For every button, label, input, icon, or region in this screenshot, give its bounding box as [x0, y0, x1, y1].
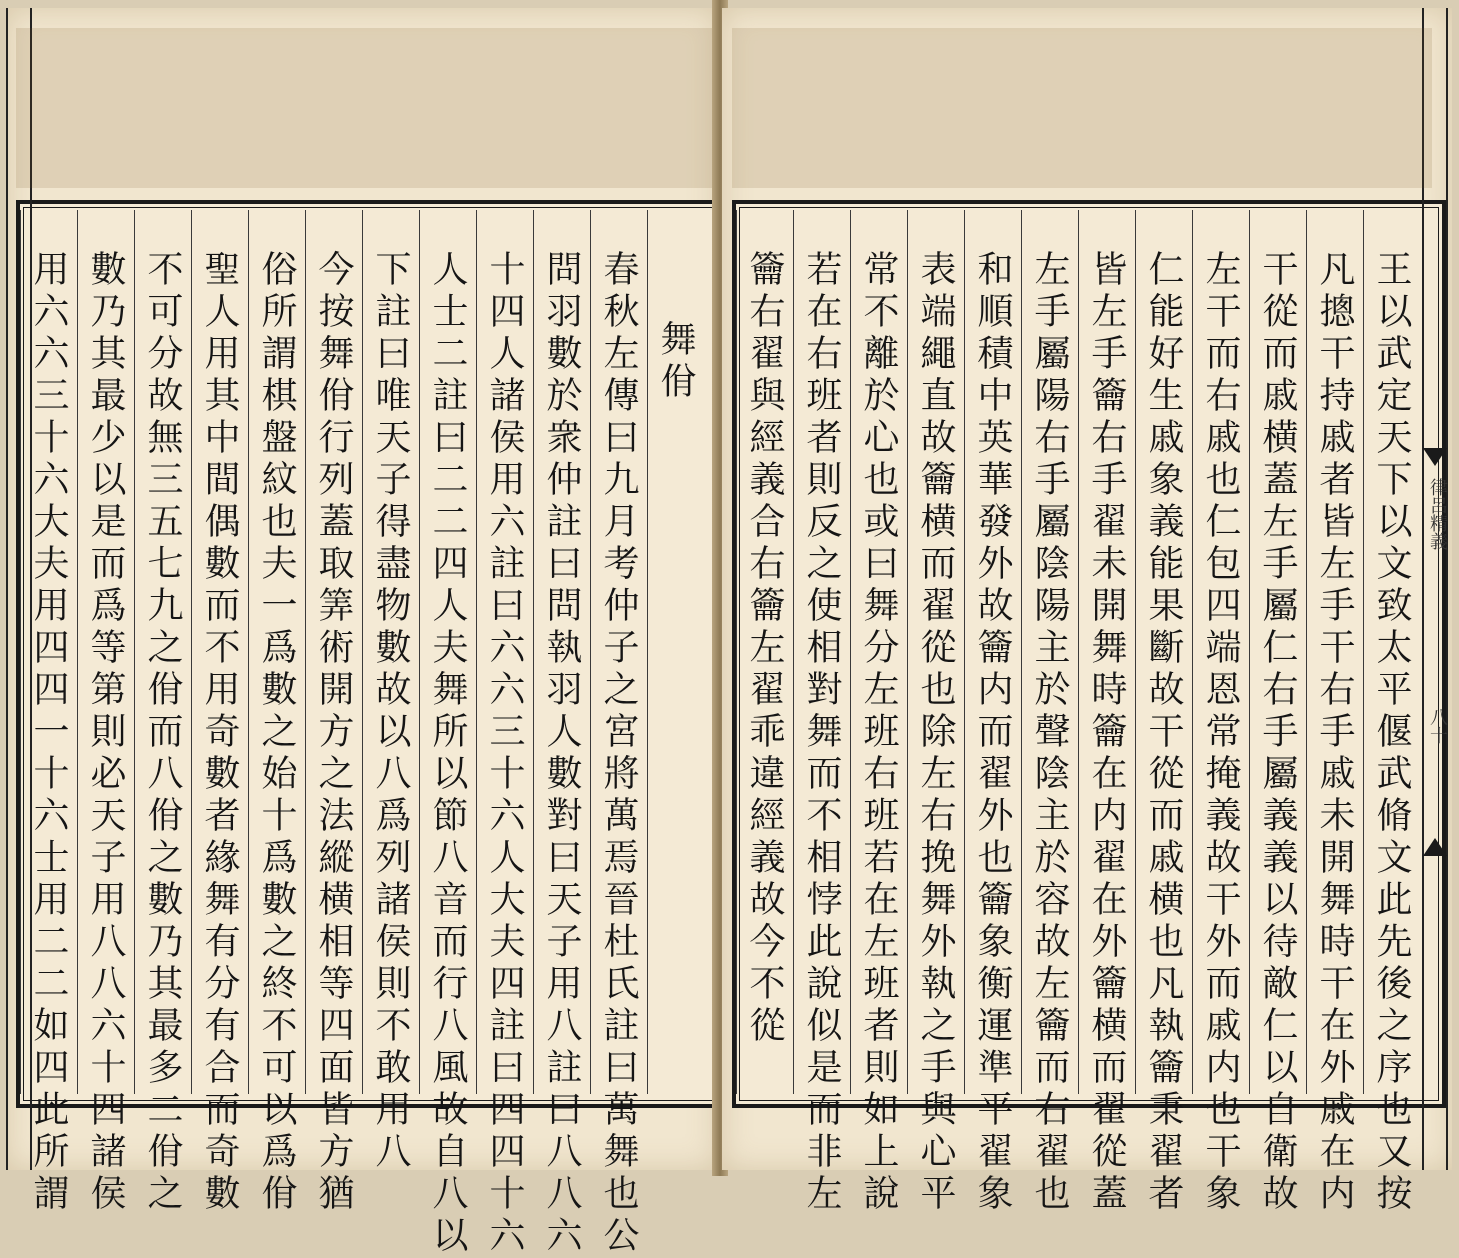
- text-column: 干從而戚横蓋左手屬仁右手屬義義以待敵仁以自衛故: [1249, 210, 1305, 1094]
- text-column: 十四人諸侯用六註曰六六三十六人大夫四註曰四四十六: [476, 210, 532, 1094]
- text-column: 籥右翟與經義合右籥左翟乖違經義故今不從: [736, 210, 792, 1094]
- paper-stain: [732, 28, 1432, 188]
- right-page: [722, 8, 1452, 1216]
- text-column: 下註曰唯天子得盡物數故以八爲列諸侯則不敢用八: [362, 210, 418, 1094]
- text-column: 皆左手籥右手翟未開舞時籥在内翟在外籥横而翟從蓋: [1078, 210, 1134, 1094]
- left-text-frame: [16, 200, 722, 1258]
- right-text-frame: [732, 200, 1446, 1216]
- text-column: 用六六三十六大夫用四四一十六士用二二如四此所謂: [20, 210, 76, 1094]
- text-column: 表端繩直故籥横而翟從也除左右挽舞外執之手與心平: [907, 210, 963, 1094]
- text-column: 常不離於心也或曰舞分左班右班若在左班者則如上說: [850, 210, 906, 1094]
- text-column: 仁能好生戚象義能果斷故干從而戚横也凡執籥秉翟者: [1135, 210, 1191, 1094]
- banxin-title: 律呂精義: [1427, 478, 1448, 550]
- fish-tail-ornament: [1423, 838, 1447, 856]
- left-page: [6, 8, 718, 1258]
- text-column: 聖人用其中間偶數而不用奇數者緣舞有分有合而奇數: [191, 210, 247, 1094]
- section-heading: 舞佾: [647, 210, 703, 1094]
- text-column: 問羽數於衆仲註曰問執羽人數對曰天子用八註曰八八六: [533, 210, 589, 1094]
- paper-stain: [16, 28, 716, 188]
- text-column: 左手屬陽右手屬陰陽主於聲陰主於容故左籥而右翟也: [1021, 210, 1077, 1094]
- text-column: 今按舞佾行列蓋取筭術開方之法縱横相等四面皆方猶: [305, 210, 361, 1094]
- text-column: 數乃其最少以是而爲等第則必天子用八八六十四諸侯: [77, 210, 133, 1094]
- text-column: 和順積中英華發外故籥内而翟外也籥象衡運準平翟象: [964, 210, 1020, 1094]
- text-column: 不可分故無三五七九之佾而八佾之數乃其最多二佾之: [134, 210, 190, 1094]
- text-column: 凡摠干持戚者皆左手干右手戚未開舞時干在外戚在内: [1306, 210, 1362, 1094]
- text-column: 人士二註曰二二四人夫舞所以節八音而行八風故自八以: [419, 210, 475, 1094]
- text-column: 俗所謂棋盤紋也夫一爲數之始十爲數之終不可以爲佾: [248, 210, 304, 1094]
- text-column: 左干而右戚也仁包四端恩常掩義故干外而戚内也干象: [1192, 210, 1248, 1094]
- text-column: 若在右班者則反之使相對舞而不相悖此說似是而非左: [793, 210, 849, 1094]
- fish-tail-ornament: [1423, 448, 1447, 466]
- text-column: 春秋左傳曰九月考仲子之宮將萬焉晉杜氏註曰萬舞也公: [590, 210, 646, 1094]
- page-number: 八十: [1427, 708, 1448, 744]
- text-column: 王以武定天下以文致太平偃武脩文此先後之序也又按: [1363, 210, 1419, 1094]
